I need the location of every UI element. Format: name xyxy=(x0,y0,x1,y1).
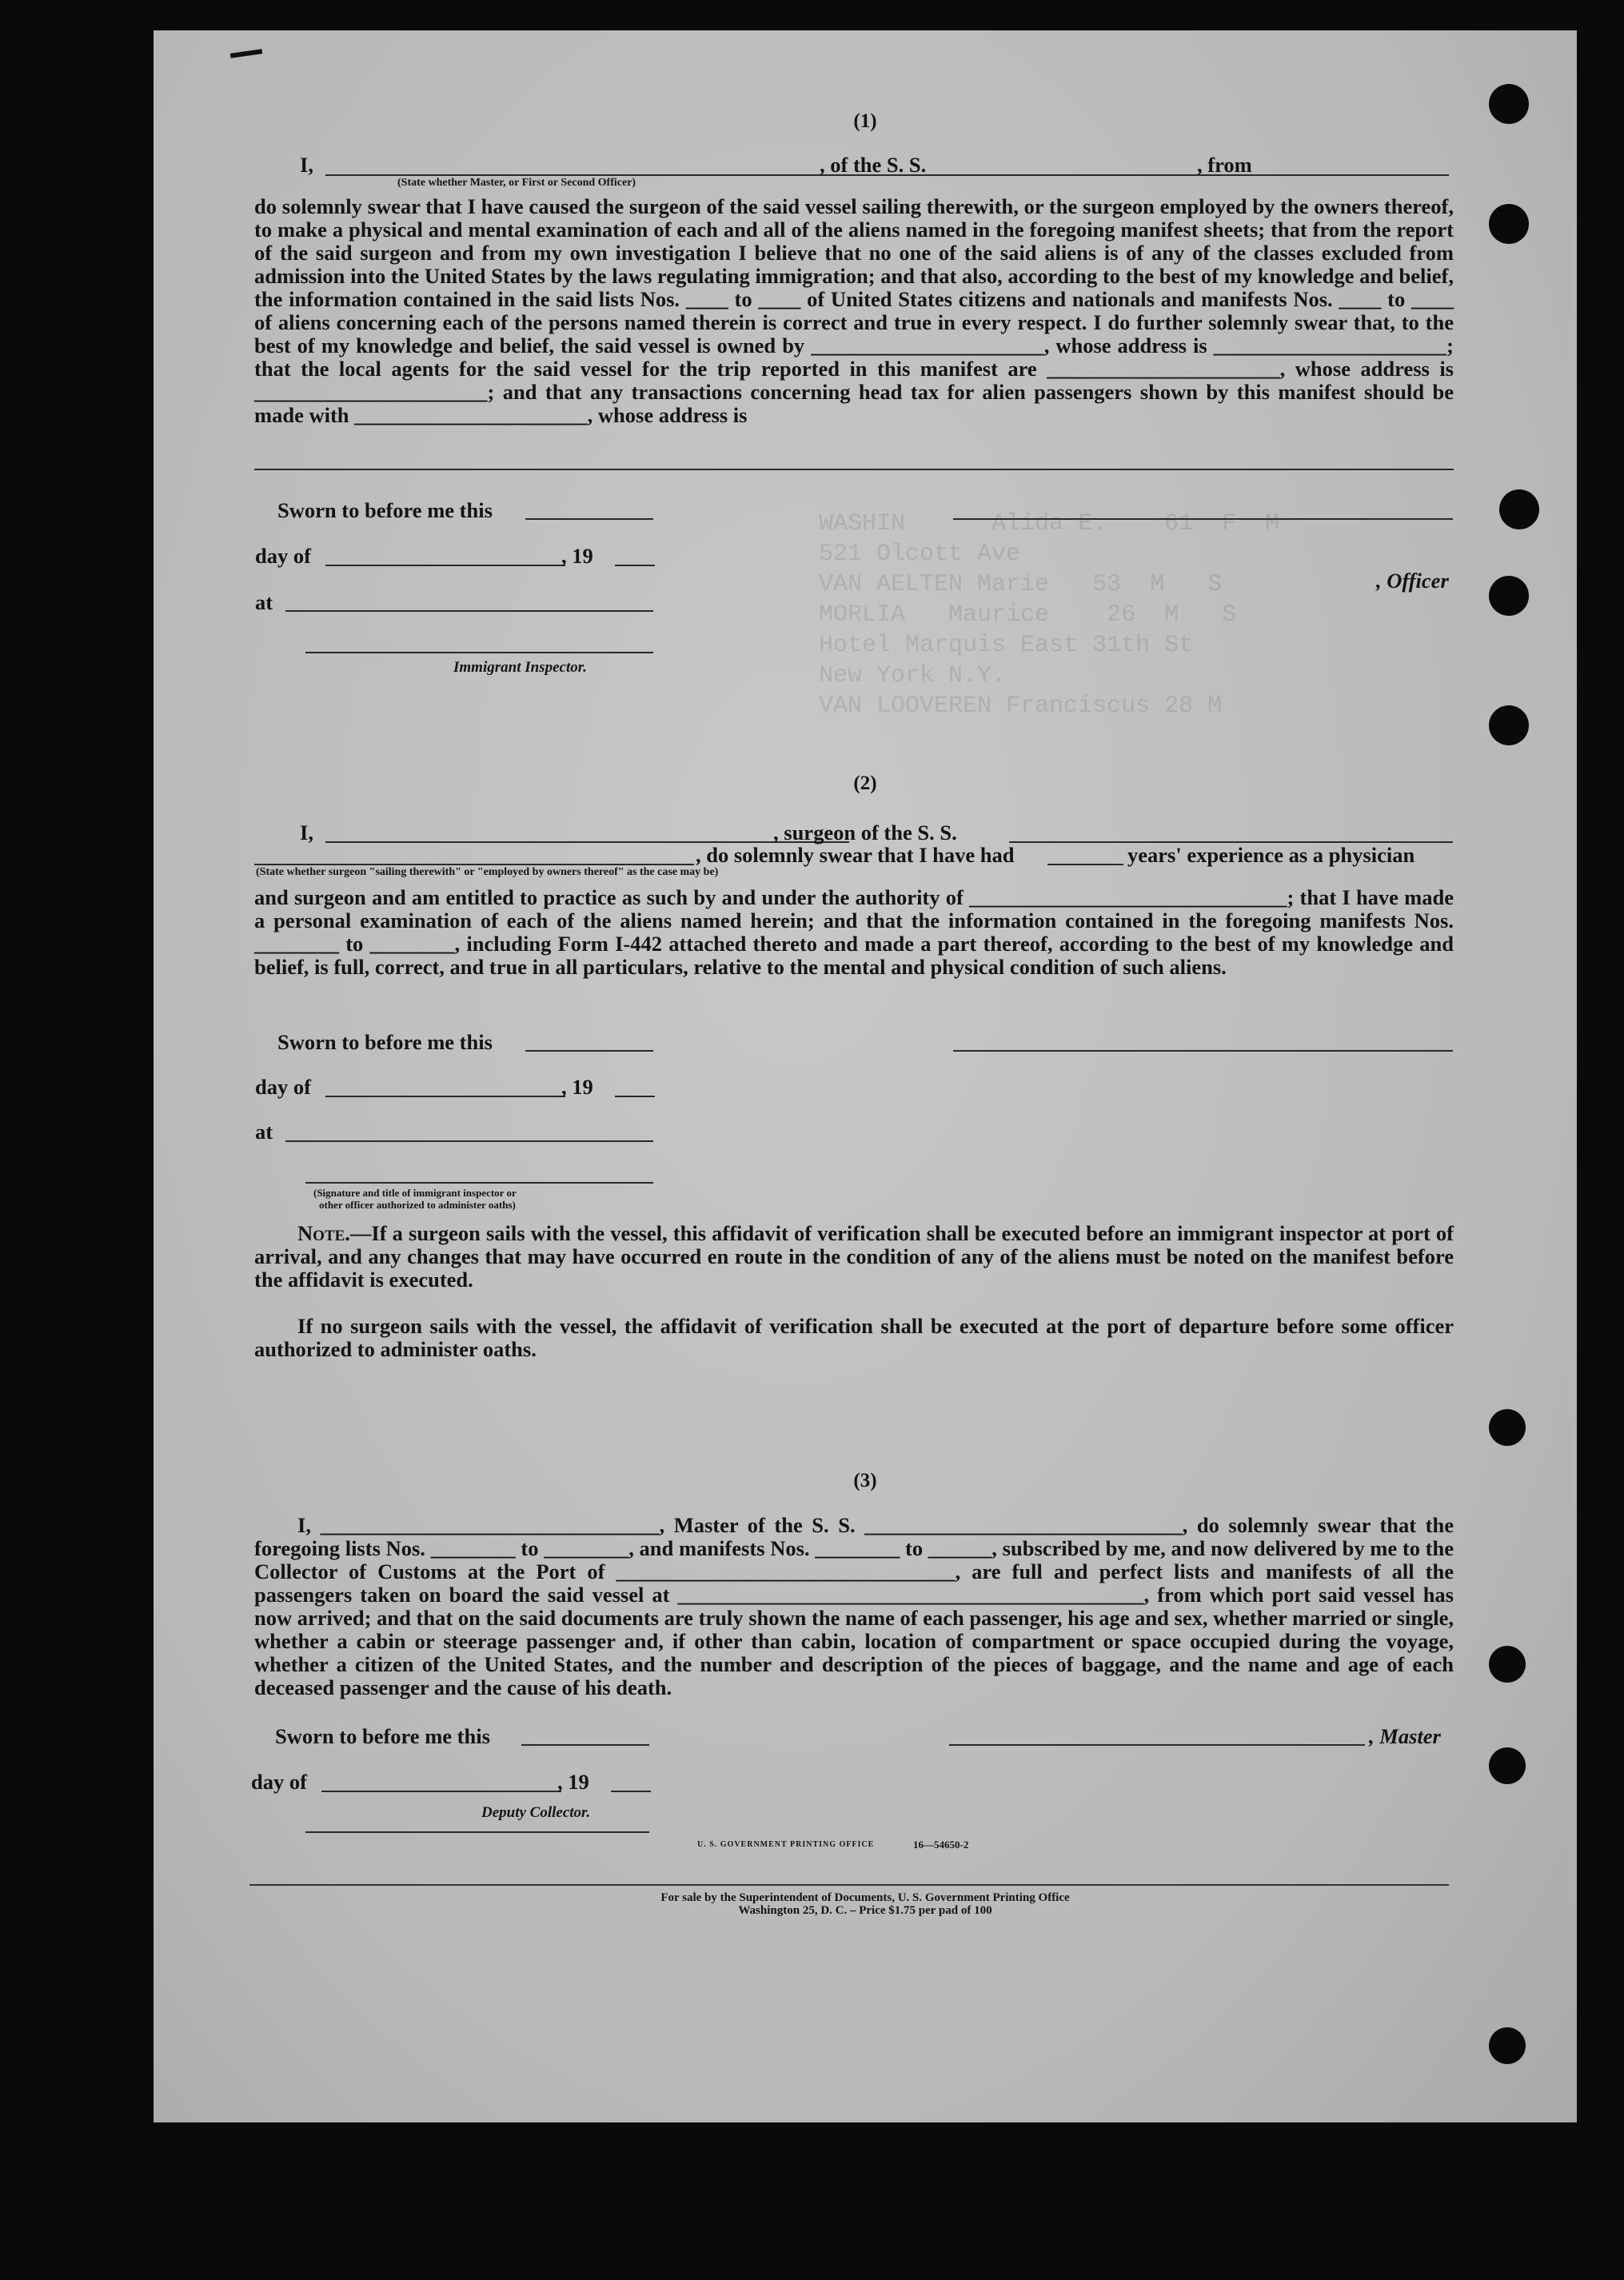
section-2-sworn-label: Sworn to before me this xyxy=(277,1030,493,1054)
section-3-year-label: , 19 xyxy=(557,1770,589,1794)
section-3-year-field[interactable] xyxy=(611,1791,651,1792)
head-tax-address-field[interactable] xyxy=(254,469,1454,470)
section-2-month-field[interactable] xyxy=(325,1096,565,1097)
section-2-official-signature-field[interactable] xyxy=(305,1182,653,1184)
years-label: years' experience as a physician xyxy=(1127,843,1415,867)
section-1-i-label: I, xyxy=(300,153,313,177)
section-1-year-field[interactable] xyxy=(615,565,655,566)
from-label: , from xyxy=(1197,153,1252,177)
sale-notice-line-1: For sale by the Superintendent of Documents, U. S. Government Printing Office xyxy=(660,1891,1070,1904)
from-port-field[interactable] xyxy=(1289,174,1449,176)
section-1-number: (1) xyxy=(853,110,877,132)
punch-hole xyxy=(1489,2027,1526,2064)
footer-divider xyxy=(249,1884,1449,1886)
swear-label: , do solemnly swear that I have had xyxy=(696,843,1015,867)
punch-hole xyxy=(1489,705,1529,745)
note-label: Note. xyxy=(297,1221,350,1245)
section-3-sworn-label: Sworn to before me this xyxy=(275,1724,490,1748)
punch-hole xyxy=(1489,1747,1526,1784)
master-signature-field[interactable] xyxy=(949,1744,1365,1746)
surgeon-status-field[interactable] xyxy=(254,864,694,865)
master-label: , Master xyxy=(1369,1724,1441,1748)
signature-caption-line-2: other officer authorized to administer oaths) xyxy=(319,1199,516,1211)
section-2-year-label: , 19 xyxy=(561,1075,593,1099)
section-1-at-label: at xyxy=(255,590,273,614)
years-experience-field[interactable] xyxy=(1047,864,1123,865)
deputy-collector-signature-field[interactable] xyxy=(305,1831,649,1833)
section-2-day-of-label: day of xyxy=(255,1075,311,1099)
bleed-through-texture: WASHIN Alida E. 61 F M 521 Olcott Ave VAN AELTEN Marie 53 M S MORLIA Maurice 26 M S Hotel Marquis East 31th St New York N.Y. VAN LOOVEREN Franciscus 28 M xyxy=(819,510,1280,720)
section-2-at-field[interactable] xyxy=(285,1140,653,1142)
surgeon-of-label: , surgeon of the S. S. xyxy=(773,821,957,845)
section-1-at-field[interactable] xyxy=(285,610,653,612)
section-1-day-of-label: day of xyxy=(255,544,311,568)
signature-caption-line-1: (Signature and title of immigrant inspector or xyxy=(313,1187,517,1199)
of-ss-label: , of the S. S. xyxy=(820,153,927,177)
section-1-sworn-day-field[interactable] xyxy=(525,518,653,520)
note-text-1: —If a surgeon sails with the vessel, this affidavit of verification shall be executed before an immigrant inspector at port of arrival, and any changes that may have occurred en route in the condition of any of the aliens must be noted on the manifest before the affidavit is executed. xyxy=(254,1221,1454,1292)
form-number: 16—54650-2 xyxy=(913,1839,969,1851)
section-1-body: do solemnly swear that I have caused the surgeon of the said vessel sailing therewith, or the surgeon employed by the owners thereof, to make a physical and mental examination of each and all of the aliens named in the foregoing manifest sheets; that from the report of the said surgeon and from my own investigation I believe that no one of the said aliens is of any of the classes excluded from admission into the United States by the laws regulating immigration; and that also, according to the best of my knowledge and belief, the information contained in the said lists Nos. ____ to ____ of United States citizens and nationals and manifests Nos. ____ to ____ of aliens concerning each of the persons named therein is correct and true in every respect. I do further solemnly swear that, to the best of my knowledge and belief, the said vessel is owned by ______________________, whose address is ______________________; that the local agents for the said vessel for the trip reported in this manifest are ______________________, whose address is ______________________; and that any transactions concerning head tax for alien passengers shown by this manifest should be made with ______________________, whose address is xyxy=(254,194,1454,427)
section-2-at-label: at xyxy=(255,1120,273,1144)
section-3-sworn-day-field[interactable] xyxy=(521,1744,649,1746)
punch-hole xyxy=(1489,576,1529,616)
section-1-year-label: , 19 xyxy=(561,544,593,568)
section-2-number: (2) xyxy=(853,773,877,794)
section-2-body: and surgeon and am entitled to practice as such by and under the authority of ______________________________; that I have made a personal examination of each of the aliens named herein; and that the information contained in the foregoing manifests Nos. ________ to ________, including Form I-442 attached thereto and made a part thereof, according to the best of my knowledge and belief, is full, correct, and true in all particulars, relative to the mental and physical condition of such aliens. xyxy=(254,885,1454,979)
officer-signature-field[interactable] xyxy=(953,518,1453,520)
pen-mark xyxy=(230,49,262,58)
inspector-signature-field[interactable] xyxy=(305,652,653,653)
section-1-month-field[interactable] xyxy=(325,565,565,566)
immigrant-inspector-caption: Immigrant Inspector. xyxy=(453,659,587,676)
section-3-body: I, ________________________________, Master of the S. S. ______________________________, do solemnly swear that the foregoing lists Nos. ________ to ________, and manifests Nos. ________ to ______, subscribed by me, and now delivered by me to the Collector of Customs at the Port of ________________________________, are full and perfect lists and manifests of all the passengers taken on board the said vessel at ____________________________________________, from which port said vessel has now arrived; and that on the said documents are truly shown the name of each passenger, his age and sex, whether married or single, whether a cabin or steerage passenger and, if other than cabin, location of compartment or space occupied during the voyage, whether a citizen of the United States, and the number and description of the pieces of baggage, and the name and age of each deceased passenger and the cause of his death. xyxy=(254,1513,1454,1699)
sale-notice-line-2: Washington 25, D. C. – Price $1.75 per pad of 100 xyxy=(738,1904,992,1917)
note-text-2: If no surgeon sails with the vessel, the affidavit of verification shall be executed at the port of departure before some officer authorized to administer oaths. xyxy=(254,1314,1454,1361)
punch-hole xyxy=(1489,204,1529,244)
gpo-imprint: U. S. GOVERNMENT PRINTING OFFICE xyxy=(697,1840,875,1849)
section-2-year-field[interactable] xyxy=(615,1096,655,1097)
section-1-sworn-label: Sworn to before me this xyxy=(277,498,493,522)
section-2-sworn-day-field[interactable] xyxy=(525,1050,653,1052)
manifest-back-page xyxy=(154,30,1577,2122)
punch-hole xyxy=(1489,84,1529,124)
punch-hole xyxy=(1499,489,1539,529)
section-3-month-field[interactable] xyxy=(321,1791,561,1792)
deputy-collector-caption: Deputy Collector. xyxy=(481,1804,591,1821)
section-2-caption: (State whether surgeon "sailing therewith" or "employed by owners thereof" as the case may be) xyxy=(256,866,719,878)
section-3-day-of-label: day of xyxy=(251,1770,307,1794)
officer-label: , Officer xyxy=(1376,569,1449,593)
section-3-number: (3) xyxy=(853,1470,877,1491)
section-2-i-label: I, xyxy=(300,821,313,845)
surgeon-signature-field[interactable] xyxy=(953,1050,1453,1052)
section-1-caption: (State whether Master, or First or Second Officer) xyxy=(397,177,636,189)
note-paragraph xyxy=(254,1222,1454,1292)
punch-hole xyxy=(1489,1646,1526,1683)
punch-hole xyxy=(1489,1409,1526,1446)
